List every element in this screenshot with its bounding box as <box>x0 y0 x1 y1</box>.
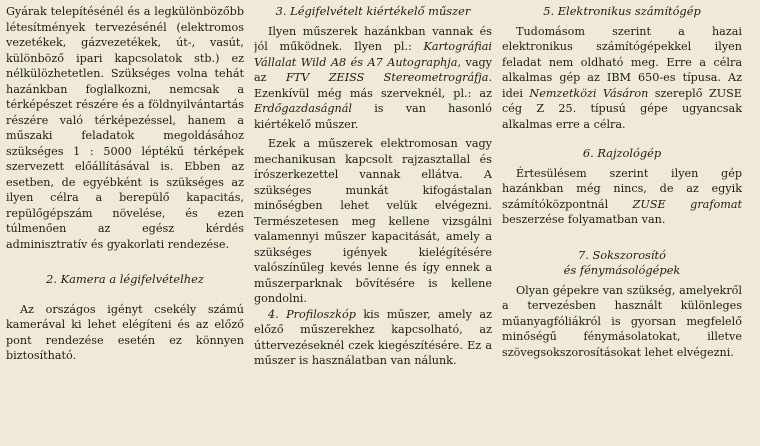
heading-6-plotter: 6. Rajzológép <box>582 146 662 160</box>
paragraph-profiloscope: 4. Profiloszkóp kis műszer, amely az előző műszerekhez kapcsolható, az úttervezéseknél czek kiegészítésére. Ez a műszer is használatban van nálunk. <box>254 307 492 367</box>
column-2 <box>254 4 492 446</box>
heading-2-camera: 2. Kamera a légifelvételhez <box>46 272 204 286</box>
paragraph-plotter: Értesülésem szerint ilyen gép hazánkban még nincs, de az egyik számítóközpontnál ZUSE grafomat beszerzése folyamatban van. <box>502 166 742 226</box>
paragraph-factory-planning: Gyárak telepítésénél és a legkülönbözőbb létesítmények tervezésénél (elektromos vezetékek, gázvezetékek, út-, vasút, különböző ipari kapcsolatok stb.) ez nélkülözhetetlen. Szükséges volna tehát hazánkban foglalkozni, nemcsak a térképészet részére és a földnyilvántartás részére való térképezéssel, hanem a műszaki feladatok megoldásához szükséges 1 : 5000 léptékű térképek szervezett előállításával is. Ebben az esetben, de egyébként is szükséges az ilyen célra a berepülő kapacitás, repülőgépszám növelése, és ezen túlmenően az egész kérdés adminisztratív és gyakorlati rendezése. <box>6 5 244 251</box>
paragraph-copier: Olyan gépekre van szükség, amelyekről a tervezésben használt különleges műanyagfóliákról is gyorsan megfelelő minőségű fénymásolatokat, illetve szövegsokszorosításokat lehet elvégezni. <box>502 283 742 359</box>
column-3 <box>502 4 742 446</box>
paragraph-instruments-exist: Ilyen műszerek hazánkban vannak és jól működnek. Ilyen pl.: Kartográfiai Vállalat Wild A8 és A7 Autographja, vagy az FTV ZEISS Stereometrográfja. Ezenkívül még más szerveknél, pl.: az Erdőgazdaságnál is van hasonló kiértékelő műszer. <box>254 24 492 131</box>
paragraph-instruments-equipment: Ezek a műszerek elektromosan vagy mechanikusan kapcsolt rajzasztallal és írószerkezettel vannak ellátva. A szükséges munkát kifogástalan minőségben lehet velük elvégezni. Természetesen meg kellene vizsgálni valamennyi műszer kapacitását, amely a szükséges igények kielégítésére valószínűleg kevés lenne és így ennek a műszerparknak bővítésére is kellene gondolni. <box>254 137 492 305</box>
paragraph-camera: Az országos igényt csekély számú kamerával ki lehet elégíteni és az előző pont rendezése esetén ez könnyen biztosítható. <box>6 302 244 362</box>
heading-4-profiloscope: 4. Profiloszkóp <box>268 307 356 321</box>
column-1 <box>6 4 244 446</box>
paragraph-computer: Tudomásom szerint a hazai elektronikus számítógépekkel ilyen feladat nem oldható meg. Erre a célra alkalmas gép az IBM 650-es típusa. Az idei Nemzetközi Vásáron szereplő ZUSE cég Z 25. típusú gépe ugyancsak alkalmas erre a célra. <box>502 24 742 131</box>
heading-3-evaluation-instrument: 3. Légifelvételt kiértékelő műszer <box>275 4 471 18</box>
heading-7-copier-line-1: 7. Sokszorosító <box>578 247 666 262</box>
heading-5-computer: 5. Elektronikus számítógép <box>543 4 701 18</box>
heading-7-copier-line-2: és fénymásológépek <box>563 263 681 277</box>
